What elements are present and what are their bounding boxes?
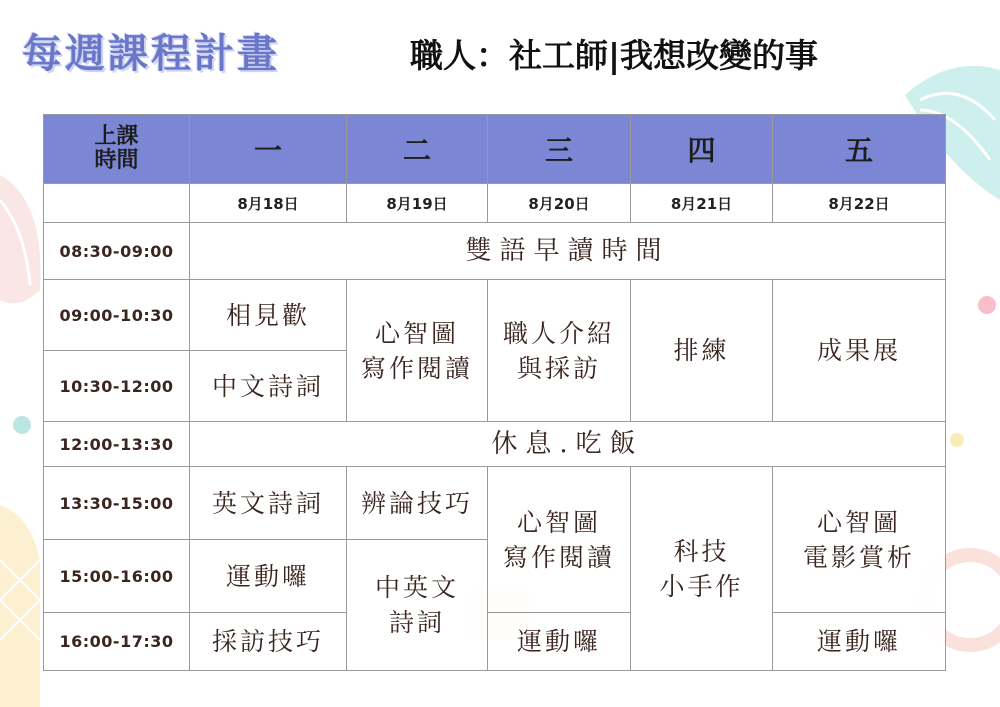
page-subtitle: 職人：社工師|我想改變的事	[410, 36, 819, 75]
activity-line: 心智圖	[516, 507, 601, 537]
date-mon: 8月18日	[190, 184, 347, 223]
time-header-line2: 時間	[94, 148, 139, 173]
activity-cell-tue-morning	[347, 280, 488, 422]
page-title: 每週課程計畫	[22, 31, 280, 77]
activity-cell-mon: 運動囉	[190, 540, 347, 613]
table-row	[44, 280, 946, 351]
activity-line: 中英文	[374, 573, 459, 602]
activity-cell-mon: 採訪技巧	[190, 613, 347, 671]
activity-line: 心智圖	[816, 507, 901, 537]
activity-cell-thu-morning: 排練	[631, 280, 773, 422]
dot-decoration	[978, 296, 996, 314]
activity-line: 職人介紹	[502, 318, 615, 348]
activity-line: 小手作	[659, 571, 744, 601]
activity-line: 心智圖	[374, 318, 459, 348]
activity-cell-mon: 英文詩詞	[190, 467, 347, 540]
pineapple-decoration	[0, 505, 40, 707]
time-slot: 15:00-16:00	[44, 540, 190, 613]
lunch-break-cell: 休息.吃飯	[190, 422, 946, 467]
date-tue: 8月19日	[347, 184, 488, 223]
table-row	[44, 613, 946, 671]
table-row	[44, 223, 946, 280]
activity-cell-thu-afternoon	[631, 467, 773, 671]
activity-cell-wed-morning	[488, 280, 631, 422]
activity-cell-wed-afternoon	[488, 467, 631, 613]
dot-decoration	[950, 433, 964, 447]
date-row-blank	[44, 184, 190, 223]
table-row	[44, 422, 946, 467]
date-row	[44, 184, 946, 223]
dot-decoration	[13, 416, 31, 434]
activity-line: 寫作閱讀	[502, 542, 615, 572]
time-slot: 08:30-09:00	[44, 223, 190, 280]
time-slot: 09:00-10:30	[44, 280, 190, 351]
date-fri: 8月22日	[773, 184, 946, 223]
date-wed: 8月20日	[488, 184, 631, 223]
time-header-line1: 上課	[94, 124, 139, 149]
activity-cell-tue: 辨論技巧	[347, 467, 488, 540]
activity-cell-tue-late	[347, 540, 488, 671]
activity-cell-mon: 相見歡	[190, 280, 347, 351]
activity-line: 科技	[673, 536, 730, 566]
weekday-header-mon: 一	[190, 115, 347, 184]
weekday-header-tue: 二	[347, 115, 488, 184]
time-slot: 16:00-17:30	[44, 613, 190, 671]
weekday-header-wed: 三	[488, 115, 631, 184]
activity-line: 電影賞析	[802, 542, 915, 572]
time-slot: 12:00-13:30	[44, 422, 190, 467]
time-slot: 10:30-12:00	[44, 351, 190, 422]
weekday-header-thu: 四	[631, 115, 773, 184]
activity-cell-wed: 運動囉	[488, 613, 631, 671]
bilingual-reading-cell: 雙語早讀時間	[190, 223, 946, 280]
time-column-header	[44, 115, 190, 184]
activity-cell-fri: 運動囉	[773, 613, 946, 671]
activity-line: 詩詞	[388, 608, 445, 637]
time-slot: 13:30-15:00	[44, 467, 190, 540]
activity-cell-mon: 中文詩詞	[190, 351, 347, 422]
activity-cell-fri-afternoon	[773, 467, 946, 613]
activity-line: 寫作閱讀	[360, 353, 473, 383]
table-row	[44, 467, 946, 540]
schedule-table	[43, 114, 946, 671]
activity-line: 與採訪	[516, 353, 601, 383]
weekday-header-fri: 五	[773, 115, 946, 184]
activity-cell-fri-morning: 成果展	[773, 280, 946, 422]
date-thu: 8月21日	[631, 184, 773, 223]
weekday-header-row	[44, 115, 946, 184]
leaf-decoration-left	[0, 175, 41, 303]
